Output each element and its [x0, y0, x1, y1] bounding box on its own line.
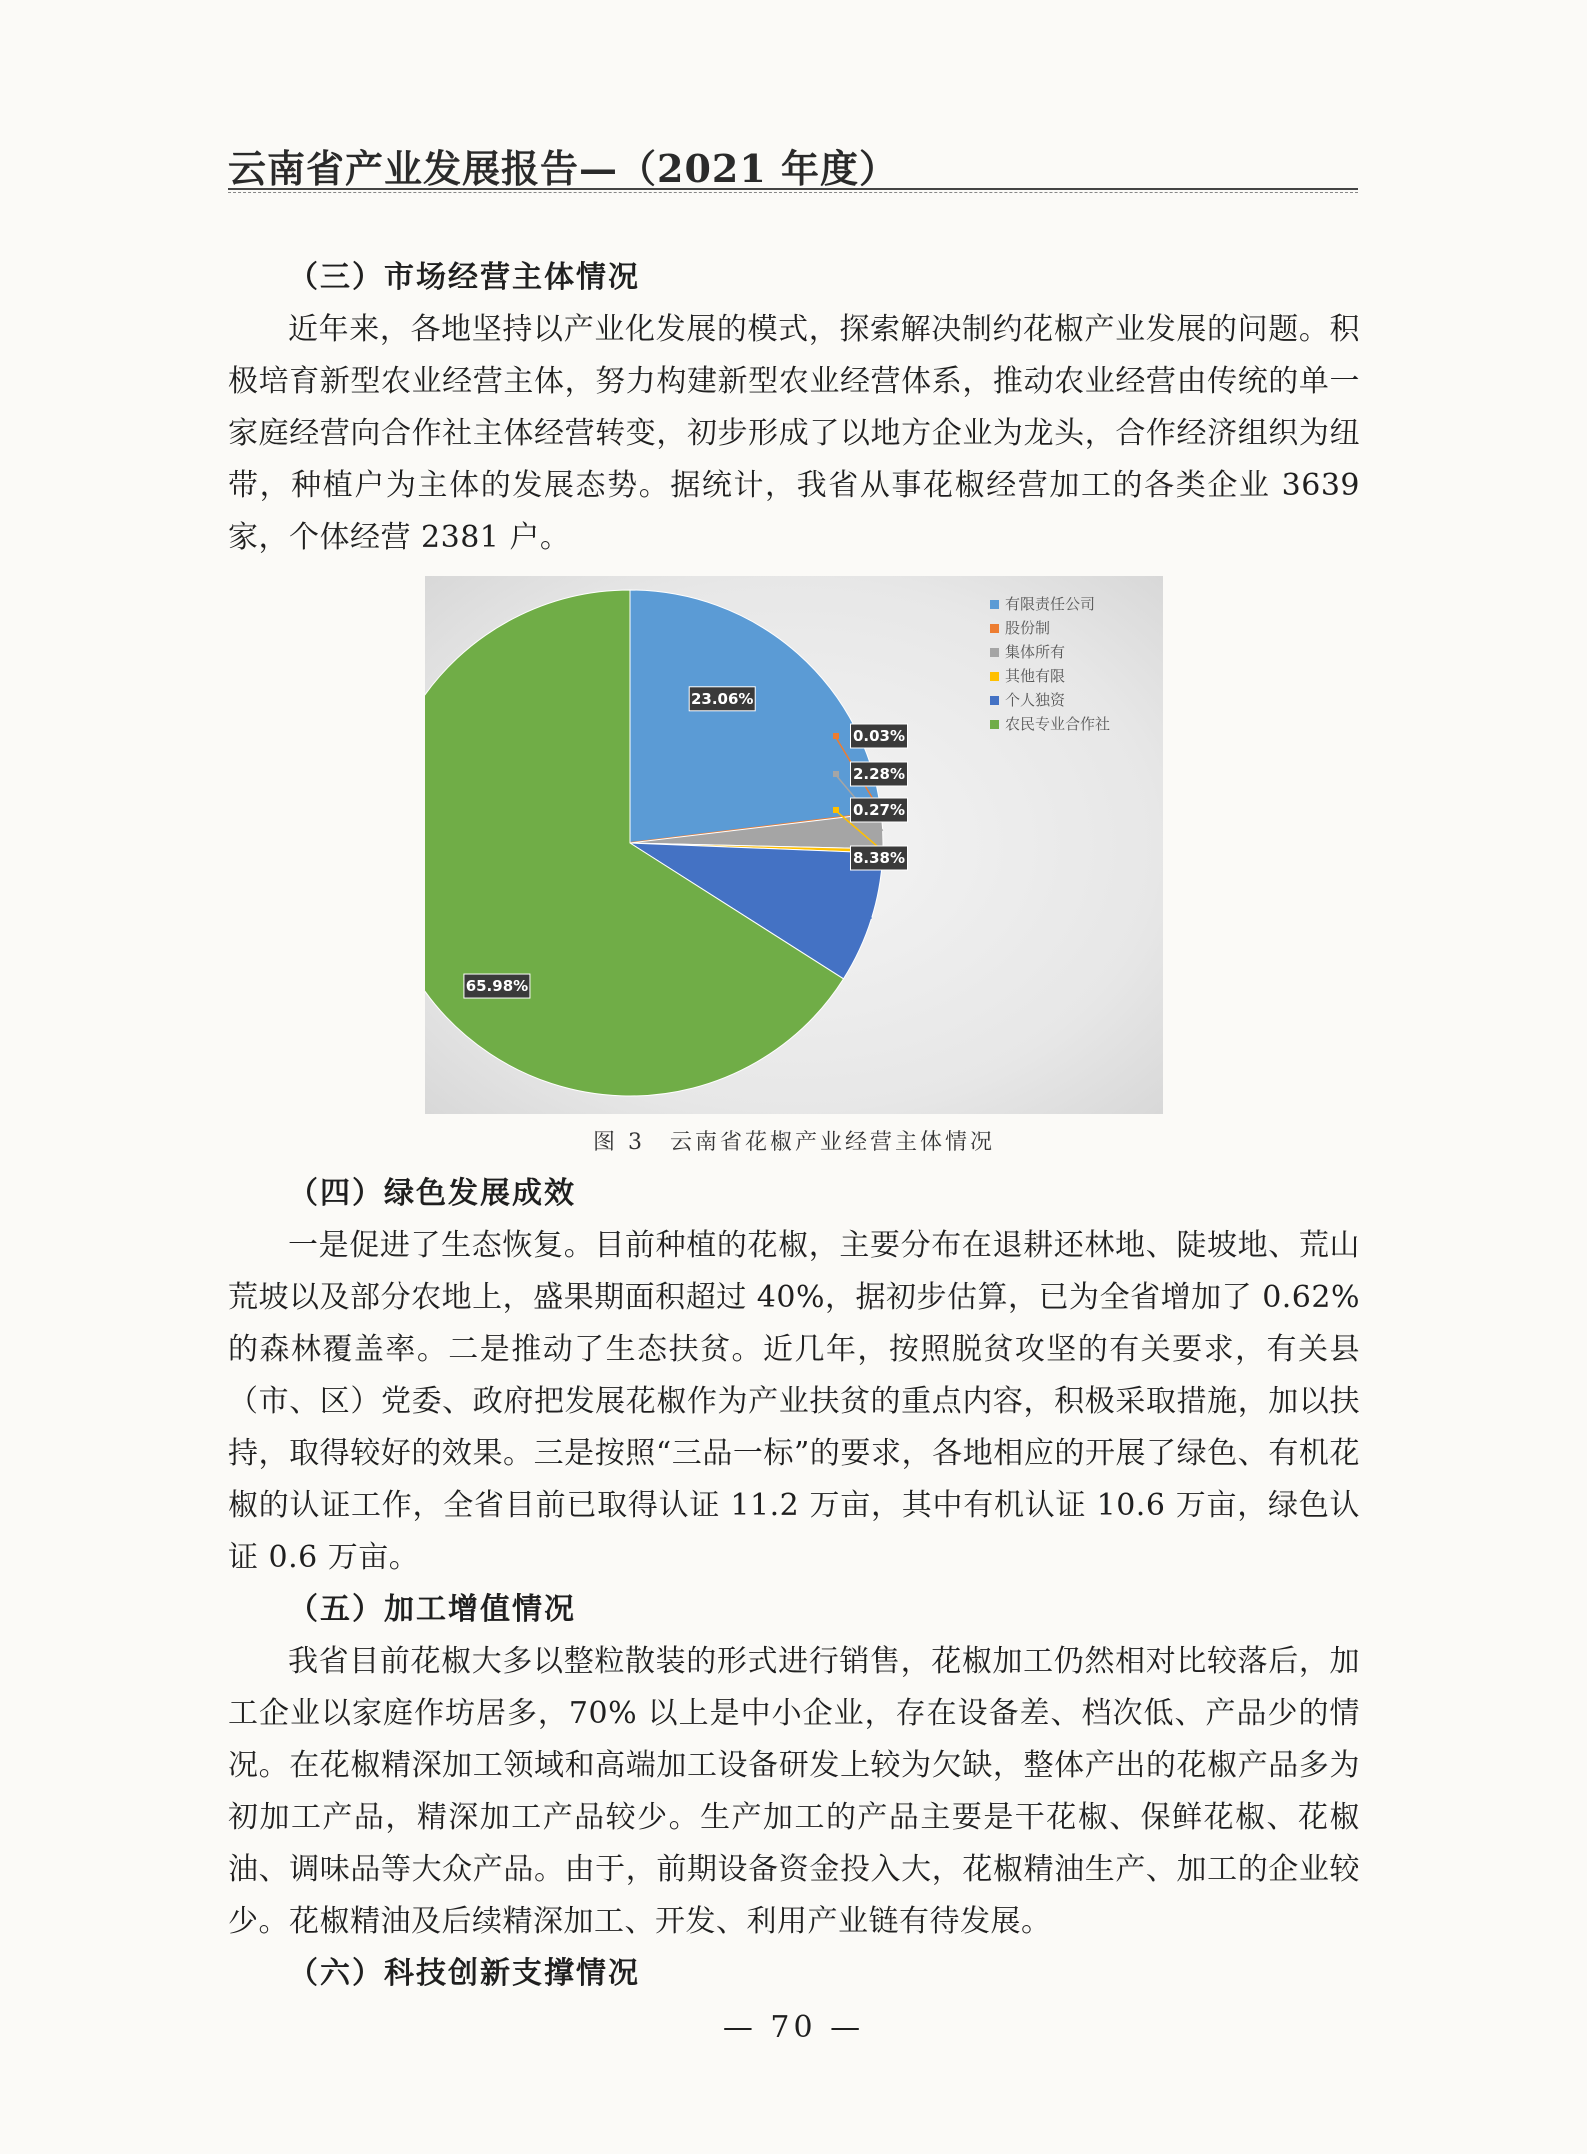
legend-swatch-2	[990, 648, 999, 657]
pie-data-label-0: 23.06%	[690, 689, 754, 708]
legend-swatch-3	[990, 672, 999, 681]
section-heading-3: （三）市场经营主体情况	[288, 260, 640, 295]
legend-item-0	[990, 592, 1110, 616]
legend-item-3	[990, 664, 1110, 688]
legend-item-5	[990, 712, 1110, 736]
pie-data-label-5: 65.98%	[465, 977, 529, 996]
legend-swatch-0	[990, 600, 999, 609]
legend-label-1: 股份制	[1005, 619, 1051, 637]
pie-leader-marker-3	[833, 807, 839, 813]
section-paragraph-3: 近年来，各地坚持以产业化发展的模式，探索解决制约花椒产业发展的问题。积极培育新型农业经营主体，努力构建新型农业经营体系，推动农业经营由传统的单一家庭经营向合作社主体经营转变，初步形成了以地方企业为龙头，合作经济组织为纽带，种植户为主体的发展态势。据统计，我省从事花椒经营加工的各类企业 3639 家，个体经营 2381 户。	[228, 312, 1360, 555]
pie-leader-marker-2	[833, 771, 839, 777]
section-heading-5: （五）加工增值情况	[288, 1592, 576, 1627]
figure-caption: 图 3 云南省花椒产业经营主体情况	[593, 1130, 995, 1155]
running-header: 云南省产业发展报告—（2021 年度）	[228, 146, 898, 191]
pie-data-label-2: 2.28%	[852, 765, 906, 783]
pie-data-label-4: 8.38%	[852, 849, 906, 867]
header-rule-dashed	[228, 192, 1358, 193]
section-heading-4: （四）绿色发展成效	[288, 1176, 576, 1211]
legend-item-2	[990, 640, 1110, 664]
section-paragraph-4: 一是促进了生态恢复。目前种植的花椒，主要分布在退耕还林地、陡坡地、荒山荒坡以及部分农地上，盛果期面积超过 40%，据初步估算，已为全省增加了 0.62% 的森林覆盖率。二是推动了生态扶贫。近几年，按照脱贫攻坚的有关要求，有关县（市、区）党委、政府把发展花椒作为产业扶贫的重点内容，积极采取措施，加以扶持，取得较好的效果。三是按照“三品一标”的要求，各地相应的开展了绿色、有机花椒的认证工作，全省目前已取得认证 11.2 万亩，其中有机认证 10.6 万亩，绿色认证 0.6 万亩。	[228, 1228, 1360, 1575]
pie-slice-0	[630, 590, 881, 843]
legend-label-5: 农民专业合作社	[1005, 715, 1111, 733]
legend-label-2: 集体所有	[1005, 643, 1066, 661]
legend-label-0: 有限责任公司	[1005, 595, 1096, 613]
page-number: — 70 —	[722, 2010, 865, 2045]
legend-label-4: 个人独资	[1005, 691, 1066, 709]
section-heading-6: （六）科技创新支撑情况	[288, 1956, 640, 1991]
pie-leader-marker-4	[833, 855, 839, 861]
legend-swatch-1	[990, 624, 999, 633]
pie-data-label-1: 0.03%	[852, 727, 906, 745]
section-paragraph-5: 我省目前花椒大多以整粒散装的形式进行销售，花椒加工仍然相对比较落后，加工企业以家庭作坊居多，70% 以上是中小企业，存在设备差、档次低、产品少的情况。在花椒精深加工领域和高端加工设备研发上较为欠缺，整体产出的花椒产品多为初加工产品，精深加工产品较少。生产加工的产品主要是干花椒、保鲜花椒、花椒油、调味品等大众产品。由于，前期设备资金投入大，花椒精油生产、加工的企业较少。花椒精油及后续精深加工、开发、利用产业链有待发展。	[228, 1644, 1360, 1939]
legend-item-4	[990, 688, 1110, 712]
pie-leader-marker-1	[833, 733, 839, 739]
pie-chart-figure	[425, 576, 1163, 1114]
pie-data-label-3: 0.27%	[852, 801, 906, 819]
legend-swatch-5	[990, 720, 999, 729]
chart-legend	[990, 592, 1110, 736]
header-rule	[228, 188, 1358, 190]
page-body	[228, 252, 1360, 2000]
legend-label-3: 其他有限	[1005, 667, 1066, 685]
legend-swatch-4	[990, 696, 999, 705]
legend-item-1	[990, 616, 1110, 640]
